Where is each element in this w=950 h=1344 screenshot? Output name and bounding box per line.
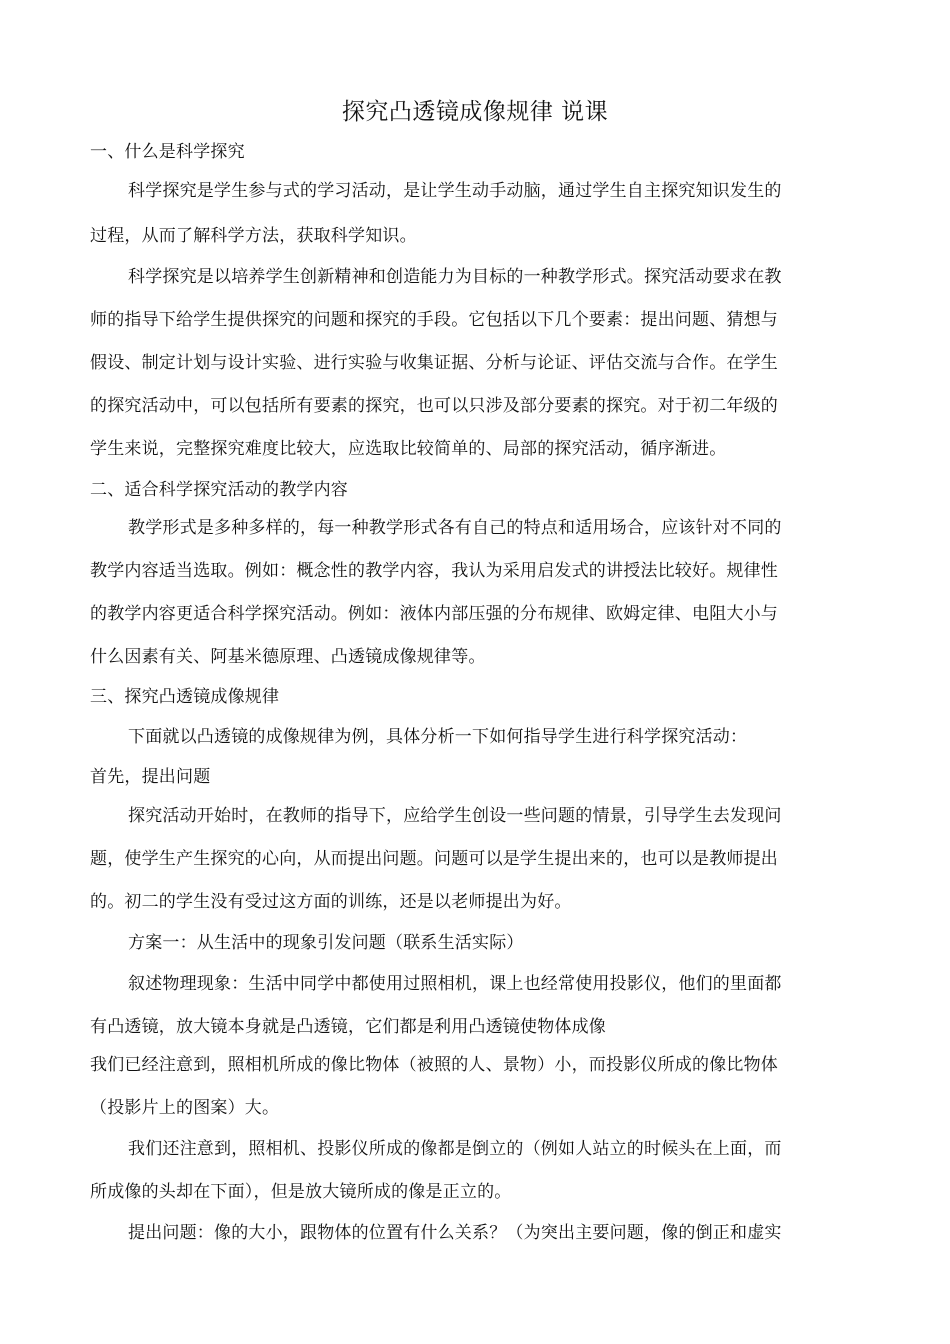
paragraph-line: 教学形式是多种多样的，每一种教学形式各有自己的特点和适用场合，应该针对不同的 bbox=[128, 518, 782, 538]
paragraph-line: 所成像的头却在下面），但是放大镜所成的像是正立的。 bbox=[90, 1182, 512, 1202]
paragraph-line: 有凸透镜，放大镜本身就是凸透镜，它们都是利用凸透镜使物体成像 bbox=[90, 1017, 606, 1037]
paragraph-line: 叙述物理现象：生活中同学中都使用过照相机，课上也经常使用投影仪，他们的里面都 bbox=[128, 974, 782, 994]
paragraph-line: 的探究活动中，可以包括所有要素的探究，也可以只涉及部分要素的探究。对于初二年级的 bbox=[90, 396, 778, 416]
paragraph-line: 教学内容适当选取。例如：概念性的教学内容，我认为采用启发式的讲授法比较好。规律性 bbox=[90, 561, 778, 581]
paragraph-line: 下面就以凸透镜的成像规律为例，具体分析一下如何指导学生进行科学探究活动： bbox=[128, 727, 748, 747]
paragraph-line: 假设、制定计划与设计实验、进行实验与收集证据、分析与论证、评估交流与合作。在学生 bbox=[90, 353, 778, 373]
paragraph-line: 的。初二的学生没有受过这方面的训练，还是以老师提出为好。 bbox=[90, 892, 572, 912]
paragraph-line: 科学探究是学生参与式的学习活动，是让学生动手动脑，通过学生自主探究知识发生的 bbox=[128, 181, 782, 201]
paragraph-line: 我们还注意到，照相机、投影仪所成的像都是倒立的（例如人站立的时候头在上面，而 bbox=[128, 1139, 782, 1159]
paragraph-line: 题，使学生产生探究的心向，从而提出问题。问题可以是学生提出来的，也可以是教师提出 bbox=[90, 849, 778, 869]
document-title: 探究凸透镜成像规律 说课 bbox=[341, 99, 609, 125]
paragraph-line: 师的指导下给学生提供探究的问题和探究的手段。它包括以下几个要素：提出问题、猜想与 bbox=[90, 310, 778, 330]
section-heading-2: 二、适合科学探究活动的教学内容 bbox=[90, 480, 348, 500]
section-heading-3: 三、探究凸透镜成像规律 bbox=[90, 687, 280, 707]
paragraph-line: 过程，从而了解科学方法，获取科学知识。 bbox=[90, 226, 417, 246]
paragraph-line: 的教学内容更适合科学探究活动。例如：液体内部压强的分布规律、欧姆定律、电阻大小与 bbox=[90, 604, 778, 624]
paragraph-line: 什么因素有关、阿基米德原理、凸透镜成像规律等。 bbox=[90, 647, 486, 667]
subheading-line: 首先，提出问题 bbox=[90, 767, 211, 787]
paragraph-line: 提出问题：像的大小，跟物体的位置有什么关系？（为突出主要问题，像的倒正和虚实 bbox=[128, 1223, 782, 1243]
paragraph-line: 我们已经注意到，照相机所成的像比物体（被照的人、景物）小，而投影仪所成的像比物体 bbox=[90, 1055, 778, 1075]
paragraph-line: 科学探究是以培养学生创新精神和创造能力为目标的一种教学形式。探究活动要求在教 bbox=[128, 267, 782, 287]
paragraph-line: （投影片上的图案）大。 bbox=[90, 1098, 280, 1118]
paragraph-line: 学生来说，完整探究难度比较大，应选取比较简单的、局部的探究活动，循序渐进。 bbox=[90, 439, 727, 459]
section-heading-1: 一、什么是科学探究 bbox=[90, 142, 245, 162]
paragraph-line: 探究活动开始时，在教师的指导下，应给学生创设一些问题的情景，引导学生去发现问 bbox=[128, 806, 782, 826]
paragraph-line: 方案一：从生活中的现象引发问题（联系生活实际） bbox=[128, 933, 524, 953]
